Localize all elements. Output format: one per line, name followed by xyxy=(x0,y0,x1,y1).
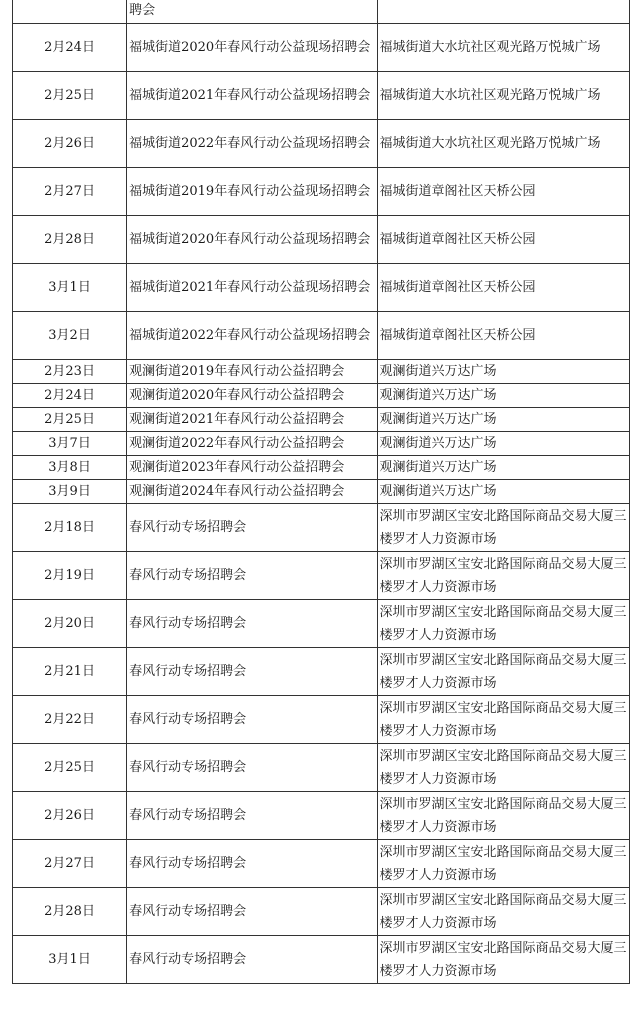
event-name-cell: 聘会 xyxy=(127,0,377,24)
venue-cell: 观澜街道兴万达广场 xyxy=(377,384,629,408)
event-name-cell: 春风行动专场招聘会 xyxy=(127,792,377,840)
date-cell: 2月24日 xyxy=(13,24,127,72)
event-name-cell: 春风行动专场招聘会 xyxy=(127,888,377,936)
table-row xyxy=(13,24,630,72)
table-row xyxy=(13,216,630,264)
table-row xyxy=(13,792,630,840)
table-row xyxy=(13,360,630,384)
venue-cell: 福城街道章阁社区天桥公园 xyxy=(377,216,629,264)
venue-cell: 深圳市罗湖区宝安北路国际商品交易大厦三楼罗才人力资源市场 xyxy=(377,840,629,888)
venue-cell: 观澜街道兴万达广场 xyxy=(377,408,629,432)
date-cell: 3月1日 xyxy=(13,264,127,312)
venue-cell: 福城街道大水坑社区观光路万悦城广场 xyxy=(377,120,629,168)
table-row xyxy=(13,480,630,504)
date-cell: 2月21日 xyxy=(13,648,127,696)
event-name-cell: 福城街道2020年春风行动公益现场招聘会 xyxy=(127,24,377,72)
event-name-cell: 春风行动专场招聘会 xyxy=(127,696,377,744)
date-cell: 3月7日 xyxy=(13,432,127,456)
event-name-cell: 观澜街道2023年春风行动公益招聘会 xyxy=(127,456,377,480)
table-row xyxy=(13,600,630,648)
job-fair-schedule-table xyxy=(12,0,630,984)
table-row xyxy=(13,504,630,552)
date-cell: 2月22日 xyxy=(13,696,127,744)
event-name-cell: 观澜街道2020年春风行动公益招聘会 xyxy=(127,384,377,408)
date-cell: 3月8日 xyxy=(13,456,127,480)
event-name-cell: 福城街道2022年春风行动公益现场招聘会 xyxy=(127,120,377,168)
venue-cell: 福城街道章阁社区天桥公园 xyxy=(377,168,629,216)
event-name-cell: 观澜街道2024年春风行动公益招聘会 xyxy=(127,480,377,504)
date-cell: 2月20日 xyxy=(13,600,127,648)
table-row xyxy=(13,264,630,312)
date-cell: 2月23日 xyxy=(13,360,127,384)
venue-cell: 观澜街道兴万达广场 xyxy=(377,360,629,384)
table-row xyxy=(13,696,630,744)
venue-cell: 深圳市罗湖区宝安北路国际商品交易大厦三楼罗才人力资源市场 xyxy=(377,696,629,744)
event-name-cell: 春风行动专场招聘会 xyxy=(127,744,377,792)
date-cell: 2月26日 xyxy=(13,792,127,840)
event-name-cell: 福城街道2022年春风行动公益现场招聘会 xyxy=(127,312,377,360)
event-name-cell: 观澜街道2021年春风行动公益招聘会 xyxy=(127,408,377,432)
event-name-cell: 春风行动专场招聘会 xyxy=(127,936,377,984)
venue-cell: 深圳市罗湖区宝安北路国际商品交易大厦三楼罗才人力资源市场 xyxy=(377,888,629,936)
date-cell: 2月18日 xyxy=(13,504,127,552)
table-row xyxy=(13,888,630,936)
venue-cell: 深圳市罗湖区宝安北路国际商品交易大厦三楼罗才人力资源市场 xyxy=(377,552,629,600)
venue-cell: 福城街道大水坑社区观光路万悦城广场 xyxy=(377,24,629,72)
event-name-cell: 春风行动专场招聘会 xyxy=(127,840,377,888)
venue-cell: 福城街道章阁社区天桥公园 xyxy=(377,312,629,360)
table-row xyxy=(13,168,630,216)
table-row xyxy=(13,648,630,696)
table-body xyxy=(13,0,630,984)
venue-cell: 深圳市罗湖区宝安北路国际商品交易大厦三楼罗才人力资源市场 xyxy=(377,648,629,696)
date-cell: 3月2日 xyxy=(13,312,127,360)
event-name-cell: 观澜街道2019年春风行动公益招聘会 xyxy=(127,360,377,384)
venue-cell: 观澜街道兴万达广场 xyxy=(377,432,629,456)
table-row xyxy=(13,120,630,168)
table-row xyxy=(13,744,630,792)
table-row xyxy=(13,552,630,600)
venue-cell: 福城街道大水坑社区观光路万悦城广场 xyxy=(377,72,629,120)
event-name-cell: 福城街道2020年春风行动公益现场招聘会 xyxy=(127,216,377,264)
table-row xyxy=(13,384,630,408)
venue-cell xyxy=(377,0,629,24)
event-name-cell: 春风行动专场招聘会 xyxy=(127,552,377,600)
date-cell xyxy=(13,0,127,24)
venue-cell: 深圳市罗湖区宝安北路国际商品交易大厦三楼罗才人力资源市场 xyxy=(377,504,629,552)
date-cell: 3月1日 xyxy=(13,936,127,984)
date-cell: 2月25日 xyxy=(13,408,127,432)
venue-cell: 深圳市罗湖区宝安北路国际商品交易大厦三楼罗才人力资源市场 xyxy=(377,744,629,792)
event-name-cell: 福城街道2021年春风行动公益现场招聘会 xyxy=(127,264,377,312)
table-row xyxy=(13,456,630,480)
date-cell: 2月24日 xyxy=(13,384,127,408)
table-row xyxy=(13,408,630,432)
table-row xyxy=(13,0,630,24)
date-cell: 3月9日 xyxy=(13,480,127,504)
venue-cell: 观澜街道兴万达广场 xyxy=(377,480,629,504)
venue-cell: 福城街道章阁社区天桥公园 xyxy=(377,264,629,312)
event-name-cell: 春风行动专场招聘会 xyxy=(127,504,377,552)
date-cell: 2月19日 xyxy=(13,552,127,600)
event-name-cell: 观澜街道2022年春风行动公益招聘会 xyxy=(127,432,377,456)
table-row xyxy=(13,432,630,456)
event-name-cell: 春风行动专场招聘会 xyxy=(127,648,377,696)
date-cell: 2月27日 xyxy=(13,168,127,216)
date-cell: 2月25日 xyxy=(13,744,127,792)
venue-cell: 深圳市罗湖区宝安北路国际商品交易大厦三楼罗才人力资源市场 xyxy=(377,792,629,840)
table-row xyxy=(13,840,630,888)
date-cell: 2月25日 xyxy=(13,72,127,120)
date-cell: 2月27日 xyxy=(13,840,127,888)
table-row xyxy=(13,72,630,120)
event-name-cell: 福城街道2021年春风行动公益现场招聘会 xyxy=(127,72,377,120)
date-cell: 2月28日 xyxy=(13,888,127,936)
date-cell: 2月26日 xyxy=(13,120,127,168)
venue-cell: 深圳市罗湖区宝安北路国际商品交易大厦三楼罗才人力资源市场 xyxy=(377,936,629,984)
venue-cell: 观澜街道兴万达广场 xyxy=(377,456,629,480)
event-name-cell: 春风行动专场招聘会 xyxy=(127,600,377,648)
event-name-cell: 福城街道2019年春风行动公益现场招聘会 xyxy=(127,168,377,216)
table-row xyxy=(13,936,630,984)
venue-cell: 深圳市罗湖区宝安北路国际商品交易大厦三楼罗才人力资源市场 xyxy=(377,600,629,648)
table-row xyxy=(13,312,630,360)
date-cell: 2月28日 xyxy=(13,216,127,264)
